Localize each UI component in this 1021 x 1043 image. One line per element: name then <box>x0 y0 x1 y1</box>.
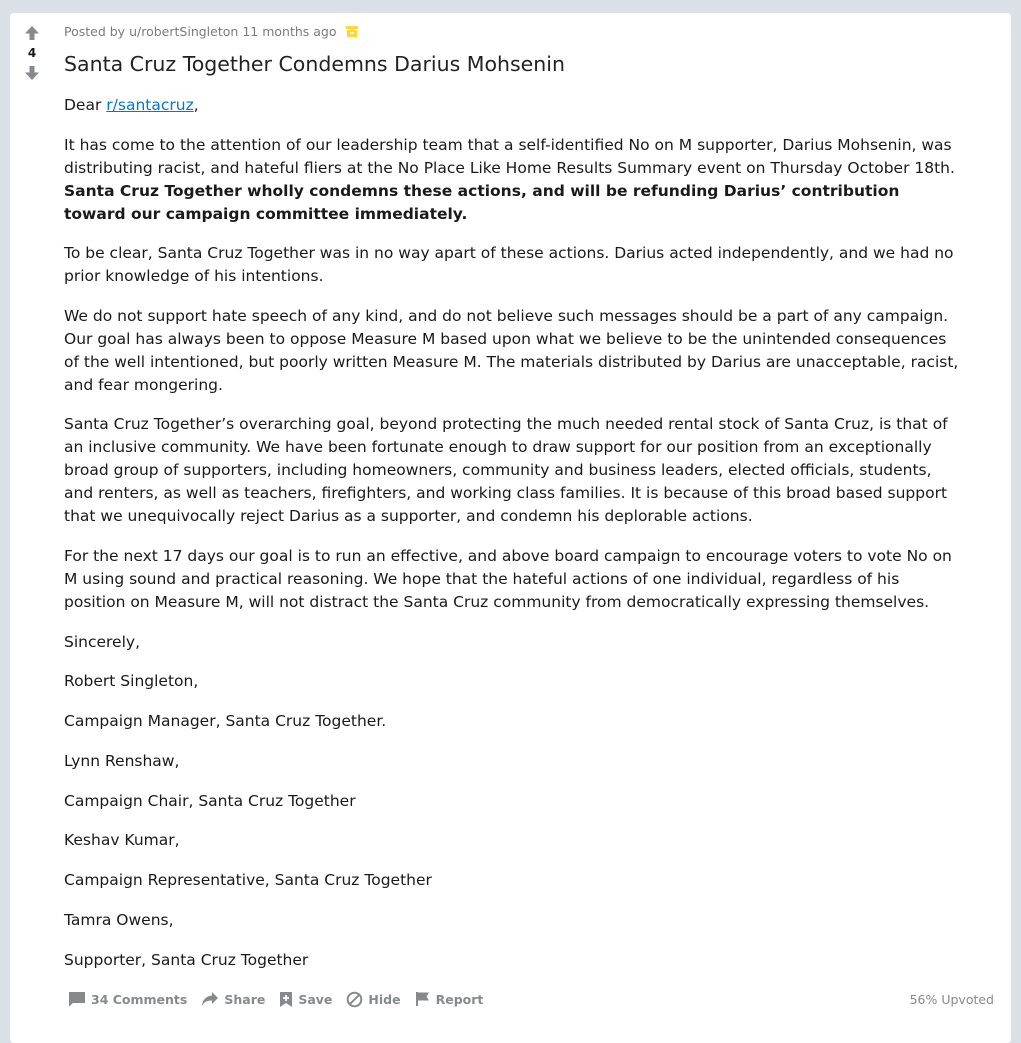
paragraph-2: To be clear, Santa Cruz Together was in no way apart of these actions. Darius acted independently, and we had no prior knowledge of his intentions. <box>64 244 954 286</box>
signature-line: Campaign Chair, Santa Cruz Together <box>64 791 356 810</box>
signature-line: Tamra Owens, <box>64 910 174 929</box>
save-button[interactable] <box>275 991 336 1008</box>
share-label: Share <box>224 991 266 1007</box>
archive-icon <box>345 25 359 38</box>
signature-line: Robert Singleton, <box>64 672 199 691</box>
greeting-suffix: , <box>193 96 199 114</box>
subreddit-link[interactable]: r/santacruz <box>106 96 194 114</box>
paragraph-1-text: It has come to the attention of our leadership team that a self-identified No on M supporter, Darius Mohsenin, was distributing racist, and hateful fliers at the No Place Like Home Results Summary event on Thursday October 18th. <box>64 135 955 177</box>
comments-label: 34 Comments <box>91 991 188 1007</box>
upvote-button[interactable] <box>21 23 43 43</box>
paragraph-3: We do not support hate speech of any kind, and do not believe such messages should be a part of any campaign. Our goal has always been to oppose Measure M based upon what we believe to be the unintended consequences of the well intentioned, but poorly written Measure M. The materials distributed by Darius are unacceptable, racist, and fear mongering. <box>64 306 959 394</box>
paragraph-4: Santa Cruz Together’s overarching goal, beyond protecting the much needed rental stock of Santa Cruz, is that of an inclusive community. We have been fortunate enough to draw support for our position from an exceptionally broad group of supporters, including homeowners, community and business leaders, elected officials, students, and renters, as well as teachers, firefighters, and working class families. It is because of this broad based support that we unequivocally reject Darius as a supporter, and condemn his deplorable actions. <box>64 415 948 526</box>
paragraph-1 <box>64 134 964 226</box>
signature-line: Campaign Representative, Santa Cruz Together <box>64 871 432 890</box>
flag-icon <box>415 991 431 1007</box>
bookmark-icon <box>279 991 293 1008</box>
post-meta <box>64 21 964 41</box>
upvote-ratio: 56% Upvoted <box>909 991 994 1007</box>
signature-line: Supporter, Santa Cruz Together <box>64 950 309 969</box>
post-content <box>64 21 964 989</box>
share-button[interactable] <box>197 991 269 1007</box>
report-label: Report <box>435 991 484 1007</box>
share-icon <box>201 991 219 1007</box>
signoff: Sincerely, <box>64 632 141 651</box>
post-body <box>64 94 964 972</box>
author-link[interactable]: u/robertSingleton <box>129 23 239 39</box>
comment-icon <box>68 991 86 1007</box>
post-footer <box>64 987 994 1011</box>
downvote-button[interactable] <box>21 63 43 83</box>
comments-button[interactable] <box>64 991 191 1007</box>
post-card <box>10 13 1011 1043</box>
arrow-down-icon <box>23 64 41 82</box>
hide-icon <box>346 991 363 1008</box>
save-label: Save <box>298 991 333 1007</box>
arrow-up-icon <box>23 24 41 42</box>
paragraph-5: For the next 17 days our goal is to run an effective, and above board campaign to encourage voters to vote No on M using sound and practical reasoning. We hope that the hateful actions of one individual, regardless of his position on Measure M, will not distract the Santa Cruz community from democratically expressing themselves. <box>64 546 952 611</box>
hide-label: Hide <box>368 991 401 1007</box>
report-button[interactable] <box>411 991 488 1007</box>
signature-line: Keshav Kumar, <box>64 831 180 850</box>
signature-line: Campaign Manager, Santa Cruz Together. <box>64 711 387 730</box>
vote-column <box>10 23 54 83</box>
posted-by-label: Posted by <box>64 23 126 39</box>
paragraph-1-bold: Santa Cruz Together wholly condemns these actions, and will be refunding Darius’ contribution toward our campaign committee immediately. <box>64 181 900 223</box>
signature-line: Lynn Renshaw, <box>64 751 180 770</box>
post-time[interactable]: 11 months ago <box>242 23 337 39</box>
post-title[interactable]: Santa Cruz Together Condemns Darius Mohsenin <box>64 52 565 76</box>
vote-count: 4 <box>27 46 37 60</box>
greeting-prefix: Dear <box>64 96 107 114</box>
hide-button[interactable] <box>342 991 404 1008</box>
greeting <box>64 94 964 117</box>
